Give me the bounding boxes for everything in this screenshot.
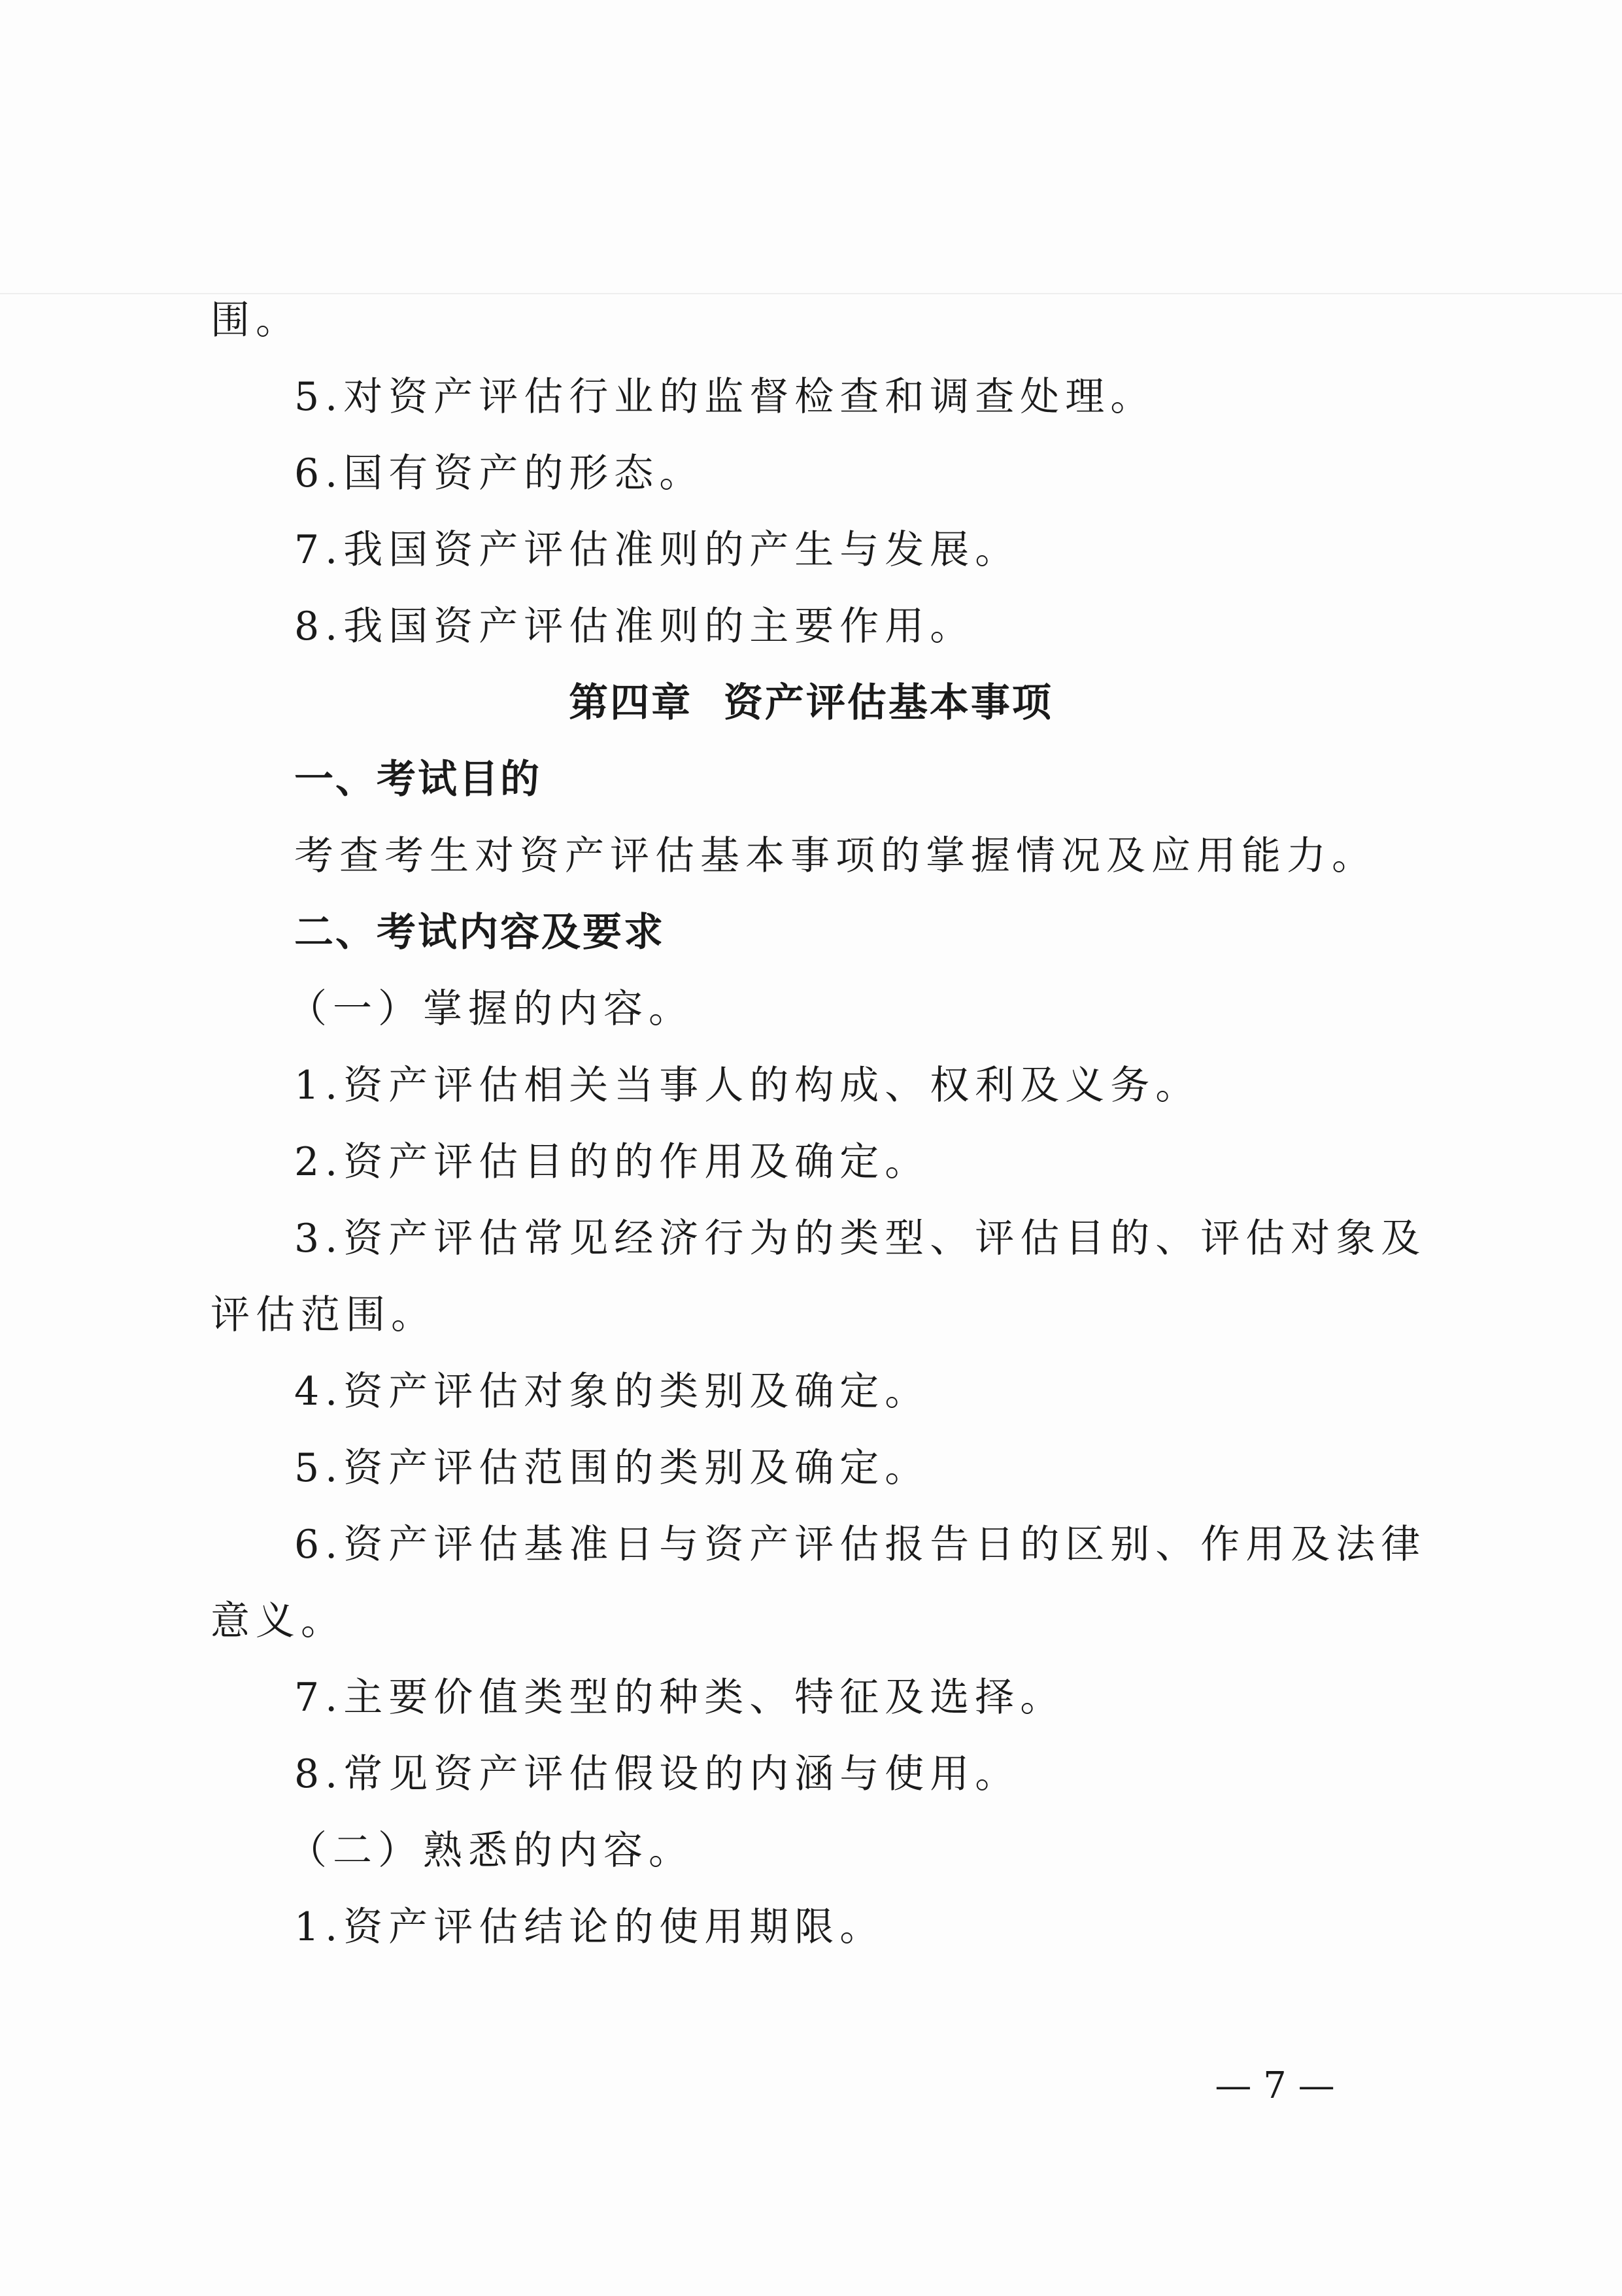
list-item: 6.国有资产的形态。 [294, 451, 705, 496]
list-item: 1.资产评估结论的使用期限。 [294, 1904, 885, 1950]
list-item: 8.我国资产评估准则的主要作用。 [294, 604, 975, 649]
list-item: 3.资产评估常见经济行为的类型、评估目的、评估对象及 [294, 1216, 1427, 1261]
list-item: 5.资产评估范围的类别及确定。 [294, 1445, 930, 1491]
page-number: — 7 — [1215, 2065, 1335, 2107]
chapter-title: 第四章 资产评估基本事项 [569, 680, 1053, 726]
list-item: 8.常见资产评估假设的内涵与使用。 [294, 1751, 1021, 1797]
list-item: 5.对资产评估行业的监督检查和调查处理。 [294, 374, 1156, 420]
subsection-heading-master: （一）掌握的内容。 [288, 986, 694, 1032]
subsection-heading-familiar: （二）熟悉的内容。 [288, 1828, 694, 1874]
continued-text-line: 围。 [211, 298, 301, 343]
list-item-continuation: 意义。 [211, 1598, 346, 1644]
list-item: 2.资产评估目的的作用及确定。 [294, 1139, 930, 1185]
list-item: 7.我国资产评估准则的产生与发展。 [294, 527, 1021, 573]
section-text-purpose: 考查考生对资产评估基本事项的掌握情况及应用能力。 [294, 833, 1377, 879]
section-heading-purpose: 一、考试目的 [294, 757, 541, 802]
list-item: 1.资产评估相关当事人的构成、权利及义务。 [294, 1063, 1201, 1108]
list-item-continuation: 评估范围。 [211, 1292, 436, 1338]
section-heading-content: 二、考试内容及要求 [294, 910, 665, 955]
list-item: 4.资产评估对象的类别及确定。 [294, 1369, 930, 1414]
list-item: 7.主要价值类型的种类、特征及选择。 [294, 1675, 1066, 1721]
list-item: 6.资产评估基准日与资产评估报告日的区别、作用及法律 [294, 1522, 1427, 1568]
